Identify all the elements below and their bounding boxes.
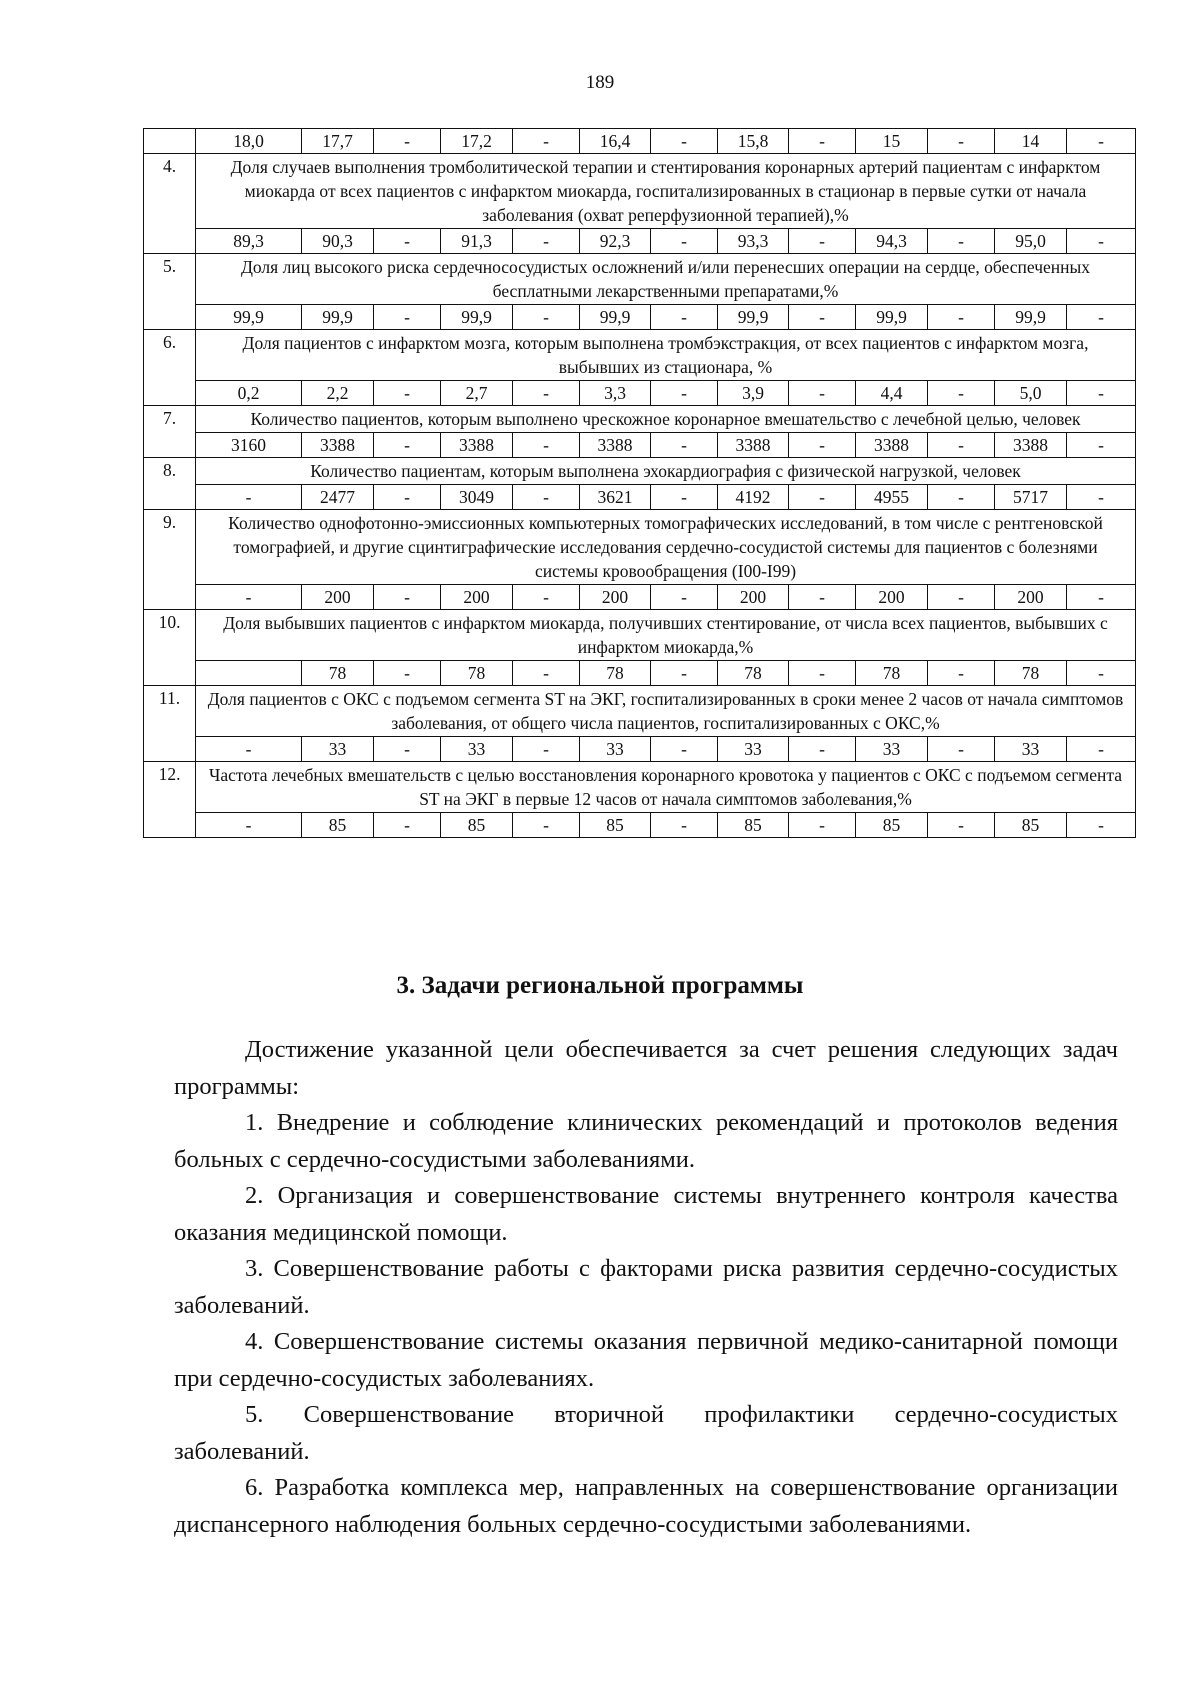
- value-cell: 78: [718, 661, 789, 686]
- value-cell: 3049: [441, 485, 513, 510]
- value-cell: -: [1067, 813, 1136, 838]
- page-number: 189: [585, 72, 615, 93]
- indicator-row: [144, 610, 1136, 661]
- value-cell: 33: [580, 737, 651, 762]
- indicator-description: Количество пациентам, которым выполнена эхокардиография с физической нагрузкой, человек: [196, 458, 1136, 485]
- indicator-row: [144, 458, 1136, 485]
- value-cell: -: [1067, 381, 1136, 406]
- value-cell: 85: [441, 813, 513, 838]
- value-cell: 78: [995, 661, 1067, 686]
- row-number: 7.: [144, 406, 196, 458]
- value-cell: -: [513, 737, 580, 762]
- value-cell: -: [374, 485, 441, 510]
- value-cell: -: [196, 737, 302, 762]
- value-cell: -: [651, 813, 718, 838]
- value-cell: -: [1067, 229, 1136, 254]
- value-cell: 4,4: [856, 381, 928, 406]
- indicator-row: [144, 686, 1136, 737]
- values-row: [144, 813, 1136, 838]
- paragraph: Достижение указанной цели обеспечивается за счет решения следующих задач программы:: [174, 1036, 1118, 1100]
- value-cell: 99,9: [718, 305, 789, 330]
- value-cell: 3388: [580, 433, 651, 458]
- row-number: 8.: [144, 458, 196, 510]
- indicator-description: Доля случаев выполнения тромболитической терапии и стентирования коронарных артерий пациентам с инфарктом миокарда от всех пациентов с инфарктом миокарда, госпитализированных в стационар в первые сутки от начала заболевания (охват реперфузионной терапией),%: [196, 154, 1136, 229]
- values-row: [144, 485, 1136, 510]
- value-cell: 89,3: [196, 229, 302, 254]
- row-number: 5.: [144, 254, 196, 330]
- value-cell: 3,9: [718, 381, 789, 406]
- value-cell: -: [1067, 585, 1136, 610]
- value-cell: -: [1067, 129, 1136, 154]
- indicator-description: Доля выбывших пациентов с инфарктом миокарда, получивших стентирование, от числа всех пациентов, выбывших с инфарктом миокарда,%: [196, 610, 1136, 661]
- value-cell: -: [789, 381, 856, 406]
- value-cell: -: [789, 305, 856, 330]
- indicator-description: Количество однофотонно-эмиссионных компьютерных томографических исследований, в том числе с рентгеновской томографией, и другие сцинтиграфические исследования сердечно-сосудистой системы для пациентов с болезнями системы кровообращения (I00-I99): [196, 510, 1136, 585]
- value-cell: 99,9: [995, 305, 1067, 330]
- values-row: [144, 737, 1136, 762]
- value-cell: 15: [856, 129, 928, 154]
- value-cell: 3388: [441, 433, 513, 458]
- values-row: [144, 381, 1136, 406]
- value-cell: 33: [441, 737, 513, 762]
- value-cell: 3388: [302, 433, 374, 458]
- indicator-row: [144, 762, 1136, 813]
- value-cell: 99,9: [856, 305, 928, 330]
- value-cell: -: [196, 585, 302, 610]
- paragraph: 4. Совершенствование системы оказания первичной медико-санитарной помощи при сердечно-сосудистых заболеваниях.: [174, 1328, 1118, 1392]
- value-cell: -: [513, 381, 580, 406]
- value-cell: -: [928, 737, 995, 762]
- value-cell: 3388: [995, 433, 1067, 458]
- value-cell: 200: [580, 585, 651, 610]
- paragraph: 6. Разработка комплекса мер, направленных на совершенствование организации диспансерного наблюдения больных сердечно-сосудистыми заболеваниями.: [174, 1474, 1118, 1538]
- value-cell: 93,3: [718, 229, 789, 254]
- value-cell: 3160: [196, 433, 302, 458]
- value-cell: 200: [441, 585, 513, 610]
- value-cell: -: [374, 661, 441, 686]
- value-cell: 99,9: [196, 305, 302, 330]
- value-cell: 33: [302, 737, 374, 762]
- paragraph: 2. Организация и совершенствование системы внутреннего контроля качества оказания медицинской помощи.: [174, 1182, 1118, 1246]
- values-row: [144, 585, 1136, 610]
- value-cell: -: [651, 229, 718, 254]
- value-cell: -: [651, 661, 718, 686]
- value-cell: 99,9: [580, 305, 651, 330]
- indicator-description: Количество пациентов, которым выполнено чрескожное коронарное вмешательство с лечебной целью, человек: [196, 406, 1136, 433]
- value-cell: 200: [718, 585, 789, 610]
- values-row: [144, 229, 1136, 254]
- row-number: 9.: [144, 510, 196, 610]
- value-cell: -: [513, 433, 580, 458]
- value-cell: -: [1067, 661, 1136, 686]
- value-cell: -: [928, 585, 995, 610]
- value-cell: -: [928, 485, 995, 510]
- values-row: [144, 305, 1136, 330]
- value-cell: 78: [441, 661, 513, 686]
- paragraph: 3. Совершенствование работы с факторами риска развития сердечно-сосудистых заболеваний.: [174, 1255, 1118, 1319]
- value-cell: 3,3: [580, 381, 651, 406]
- paragraph: 1. Внедрение и соблюдение клинических рекомендаций и протоколов ведения больных с сердечно-сосудистыми заболеваниями.: [174, 1109, 1118, 1173]
- value-cell: -: [374, 585, 441, 610]
- value-cell: 90,3: [302, 229, 374, 254]
- indicator-row: [144, 406, 1136, 433]
- value-cell: 94,3: [856, 229, 928, 254]
- value-cell: -: [928, 433, 995, 458]
- value-cell: -: [374, 381, 441, 406]
- value-cell: 200: [302, 585, 374, 610]
- value-cell: 33: [995, 737, 1067, 762]
- value-cell: 91,3: [441, 229, 513, 254]
- indicator-row: [144, 510, 1136, 585]
- indicator-description: Доля лиц высокого риска сердечнососудистых осложнений и/или перенесших операции на сердце, обеспеченных бесплатными лекарственными препаратами,%: [196, 254, 1136, 305]
- value-cell: 200: [856, 585, 928, 610]
- value-cell: -: [513, 485, 580, 510]
- value-cell: -: [928, 381, 995, 406]
- indicators-table: [143, 128, 1136, 838]
- value-cell: -: [513, 813, 580, 838]
- value-cell: 17,7: [302, 129, 374, 154]
- value-cell: 85: [995, 813, 1067, 838]
- section-body: [174, 1032, 1118, 1543]
- value-cell: -: [651, 129, 718, 154]
- value-cell: -: [1067, 305, 1136, 330]
- value-cell: -: [928, 129, 995, 154]
- value-cell: -: [789, 129, 856, 154]
- value-cell: -: [513, 129, 580, 154]
- indicator-description: Доля пациентов с ОКС с подъемом сегмента ST на ЭКГ, госпитализированных в сроки менее 2 часов от начала симптомов заболевания, от общего числа пациентов, госпитализированных с ОКС,%: [196, 686, 1136, 737]
- indicator-row: [144, 154, 1136, 229]
- values-row: [144, 433, 1136, 458]
- value-cell: 4955: [856, 485, 928, 510]
- value-cell: 14: [995, 129, 1067, 154]
- row-number: 12.: [144, 762, 196, 838]
- value-cell: -: [374, 813, 441, 838]
- value-cell: -: [513, 305, 580, 330]
- value-cell: 17,2: [441, 129, 513, 154]
- value-cell: -: [789, 229, 856, 254]
- value-cell: 85: [580, 813, 651, 838]
- value-cell: 5,0: [995, 381, 1067, 406]
- value-cell: -: [928, 305, 995, 330]
- value-cell: -: [1067, 433, 1136, 458]
- table-body: [144, 129, 1136, 838]
- section-title: 3. Задачи региональной программы: [396, 972, 804, 999]
- value-cell: -: [513, 585, 580, 610]
- row-number: 10.: [144, 610, 196, 686]
- row-number: 11.: [144, 686, 196, 762]
- row-number-cell: [144, 129, 196, 154]
- indicator-row: [144, 254, 1136, 305]
- value-cell: 0,2: [196, 381, 302, 406]
- value-cell: 99,9: [441, 305, 513, 330]
- value-cell: -: [513, 229, 580, 254]
- value-cell: -: [789, 813, 856, 838]
- value-cell: 85: [302, 813, 374, 838]
- value-cell: 85: [856, 813, 928, 838]
- value-cell: 3388: [718, 433, 789, 458]
- value-cell: 95,0: [995, 229, 1067, 254]
- value-cell: 15,8: [718, 129, 789, 154]
- value-cell: 2,7: [441, 381, 513, 406]
- value-cell: -: [1067, 737, 1136, 762]
- value-cell: -: [789, 661, 856, 686]
- value-cell: 78: [580, 661, 651, 686]
- indicator-row: [144, 330, 1136, 381]
- value-cell: -: [928, 813, 995, 838]
- value-cell: -: [513, 661, 580, 686]
- value-cell: 78: [856, 661, 928, 686]
- value-cell: 16,4: [580, 129, 651, 154]
- value-cell: -: [651, 485, 718, 510]
- value-cell: 18,0: [196, 129, 302, 154]
- value-cell: 33: [856, 737, 928, 762]
- value-cell: -: [374, 433, 441, 458]
- value-cell: -: [651, 381, 718, 406]
- row-number: 6.: [144, 330, 196, 406]
- row-number: 4.: [144, 154, 196, 254]
- value-cell: -: [928, 229, 995, 254]
- value-cell: -: [374, 305, 441, 330]
- value-cell: -: [196, 485, 302, 510]
- value-cell: -: [789, 737, 856, 762]
- values-row: [144, 129, 1136, 154]
- value-cell: -: [789, 433, 856, 458]
- value-cell: -: [374, 229, 441, 254]
- value-cell: -: [651, 737, 718, 762]
- value-cell: -: [374, 737, 441, 762]
- value-cell: 2,2: [302, 381, 374, 406]
- value-cell: -: [651, 585, 718, 610]
- value-cell: -: [789, 585, 856, 610]
- value-cell: 78: [302, 661, 374, 686]
- value-cell: 3621: [580, 485, 651, 510]
- value-cell: 2477: [302, 485, 374, 510]
- value-cell: 92,3: [580, 229, 651, 254]
- indicator-description: Доля пациентов с инфарктом мозга, которым выполнена тромбэкстракция, от всех пациентов с инфарктом мозга, выбывших из стационара, %: [196, 330, 1136, 381]
- value-cell: -: [374, 129, 441, 154]
- value-cell: 33: [718, 737, 789, 762]
- value-cell: 99,9: [302, 305, 374, 330]
- value-cell: -: [651, 305, 718, 330]
- value-cell: [196, 661, 302, 686]
- value-cell: 5717: [995, 485, 1067, 510]
- value-cell: -: [928, 661, 995, 686]
- value-cell: -: [196, 813, 302, 838]
- paragraph: 5. Совершенствование вторичной профилактики сердечно-сосудистых заболеваний.: [174, 1401, 1118, 1465]
- values-row: [144, 661, 1136, 686]
- value-cell: 4192: [718, 485, 789, 510]
- value-cell: -: [789, 485, 856, 510]
- value-cell: -: [651, 433, 718, 458]
- value-cell: 3388: [856, 433, 928, 458]
- value-cell: 200: [995, 585, 1067, 610]
- value-cell: -: [1067, 485, 1136, 510]
- indicator-description: Частота лечебных вмешательств с целью восстановления коронарного кровотока у пациентов с ОКС с подъемом сегмента ST на ЭКГ в первые 12 часов от начала симптомов заболевания,%: [196, 762, 1136, 813]
- value-cell: 85: [718, 813, 789, 838]
